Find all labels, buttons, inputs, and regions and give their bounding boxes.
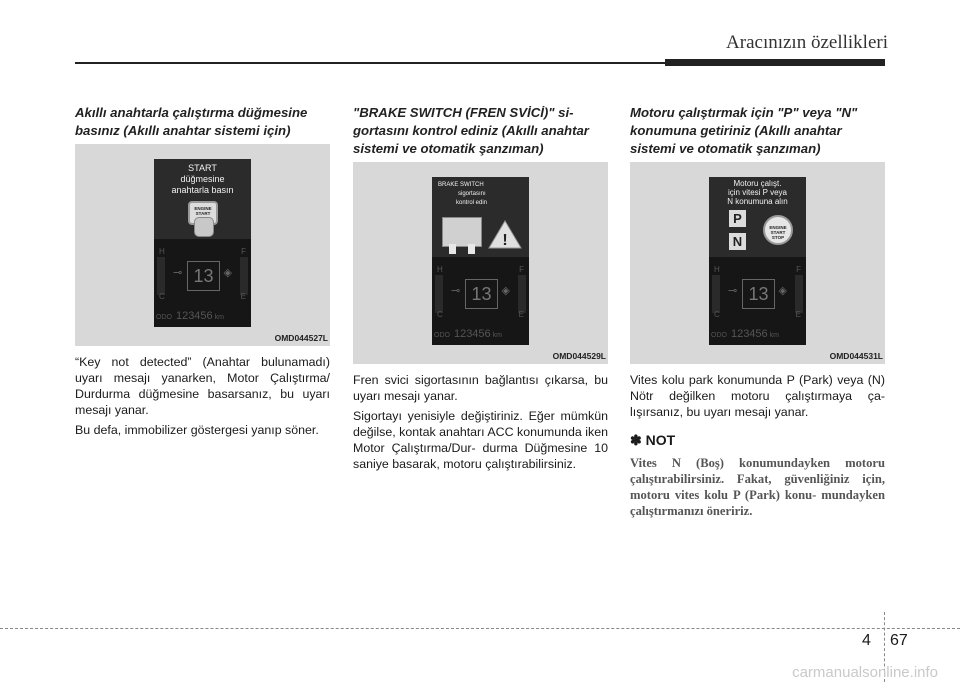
odo-value: 123456 [730,328,768,340]
odo-value: 123456 [175,310,213,322]
fuel-bar [240,257,248,295]
button-line-1: ENGINE [194,206,212,211]
page-number: 67 [890,632,908,649]
message-line-1: BRAKE SWITCH [438,182,484,188]
odometer [711,328,804,341]
message-line-1: Motoru çalışt. [733,179,782,188]
message-text [709,179,806,206]
odo-unit: km [214,314,225,321]
gear-indicator: 13 [187,261,220,291]
fuse-icon [442,217,482,247]
odo-label: ODO [156,314,172,321]
odo-label: ODO [711,332,727,339]
gauge-area [157,247,248,301]
gear-indicator: 13 [742,279,775,309]
cluster-display [154,159,251,327]
odo-label: ODO [434,332,450,339]
button-line-2: START [195,211,211,216]
paragraph: Sigortayı yenisiyle değiştiriniz. Eğer mümkün değilse, kontak anahtarı ACC konumunda iken Motor Çalıştırma/Dur- durma Düğmesine 10 saniye basarak, motoru çalıştırabilirsiniz. [353,409,608,471]
figure-caption: OMD044531L [829,351,883,361]
fuel-empty-label: E [518,310,524,319]
message-text [438,181,528,208]
odometer [156,310,249,323]
figure-gear-p-n-message [630,162,885,364]
fuel-empty-label: E [240,292,246,301]
fuel-full-label: F [241,247,246,256]
temp-cold-label: C [159,292,165,301]
paragraph: “Key not detected” (Anahtar bulunamadı) uyarı mesajı yanarken, Motor Çalıştırma/ Durdurma düğmesine basarsanız, bu uyarı mesajı yanar. [75,355,330,417]
gauge-area [435,265,526,319]
temp-icon: ⊸ [173,267,183,279]
gauge-area [712,265,803,319]
temp-cold-label: C [437,310,443,319]
temp-hot-label: H [159,247,165,256]
figure-caption: OMD044529L [552,351,606,361]
temp-icon: ⊸ [728,285,738,297]
chapter-number: 4 [862,632,871,649]
note-title [630,432,885,449]
header-bar [665,59,885,66]
message-area [154,159,251,239]
footer-rule [0,628,960,629]
message-text [154,163,251,196]
temp-bar [435,275,443,313]
header-title: Aracınızın özellikleri [726,32,888,53]
section-heading: Motoru çalıştırmak için "P" veya "N" konumuna getiriniz (Akıllı anahtar sistemi ve otomatik şanzıman) [630,105,858,156]
button-line-3: STOP [771,235,785,240]
odometer [434,328,527,341]
message-line-3: anahtarla basın [171,185,234,195]
gear-n-icon: N [729,233,746,250]
paragraph: Fren svici sigortasının bağlantısı çıkarsa, bu uyarı mesajı yanar. [353,373,608,403]
button-line-1: ENGINE [769,225,787,230]
fuel-empty-label: E [795,310,801,319]
engine-start-stop-button-icon [763,215,793,245]
column-3 [630,104,885,532]
odo-unit: km [769,332,780,339]
message-area [432,177,529,257]
note-body: Vites N (Boş) konumundayken motoru çalıştırabilirsiniz. Fakat, güvenliğiniz için, motoru vites kolu P (Park) konu- mundayken çalıştırmanızı öneririz. [630,456,885,518]
note-title-text: NOT [645,432,676,448]
paragraph: Bu defa, immobilizer göstergesi yanıp söner. [75,423,319,437]
svg-text:!: ! [502,232,508,249]
message-area [709,177,806,257]
fuel-bar [795,275,803,313]
watermark: carmanualsonline.info [792,664,938,681]
note-icon: ✽ [630,432,642,448]
figure-brake-switch-message [353,162,608,364]
column-2 [353,104,608,472]
message-line-2: düğmesine [180,174,225,184]
message-line-3: kontrol edin [456,200,488,206]
warning-triangle-icon [488,219,522,249]
temp-bar [712,275,720,313]
message-line-3: N konumuna alın [727,197,788,206]
fuel-icon: ◈ [501,285,510,297]
fuel-icon: ◈ [223,267,232,279]
gear-p-icon: P [729,210,746,227]
figure-start-button-message [75,144,330,346]
cluster-display [709,177,806,345]
fuel-full-label: F [796,265,801,274]
gear-indicator: 13 [465,279,498,309]
temp-cold-label: C [714,310,720,319]
figure-caption: OMD044527L [274,333,328,343]
odo-value: 123456 [453,328,491,340]
smart-key-icon [194,217,214,237]
section-heading: "BRAKE SWITCH (FREN SVİCİ)" si- gortasını kontrol ediniz (Akıllı anahtar sistemi ve otomatik şanzıman) [353,105,589,156]
temp-hot-label: H [714,265,720,274]
fuel-full-label: F [519,265,524,274]
temp-icon: ⊸ [451,285,461,297]
message-line-2: için vitesi P veya [728,188,787,197]
message-line-1: START [188,163,217,173]
column-1 [75,104,330,438]
fuel-bar [518,275,526,313]
header-rule [75,62,665,64]
message-line-2: sigortasını [458,191,486,197]
cluster-display [432,177,529,345]
temp-bar [157,257,165,295]
button-line-2: START [770,230,786,235]
section-heading: Akıllı anahtarla çalıştırma düğmesine basınız (Akıllı anahtar sistemi için) [75,105,308,138]
fuel-icon: ◈ [778,285,787,297]
temp-hot-label: H [437,265,443,274]
odo-unit: km [492,332,503,339]
paragraph: Vites kolu park konumunda P (Park) veya (N) Nötr değilken motoru çalıştırmaya ça- lışırsanız, bu uyarı mesajı yanar. [630,373,885,419]
